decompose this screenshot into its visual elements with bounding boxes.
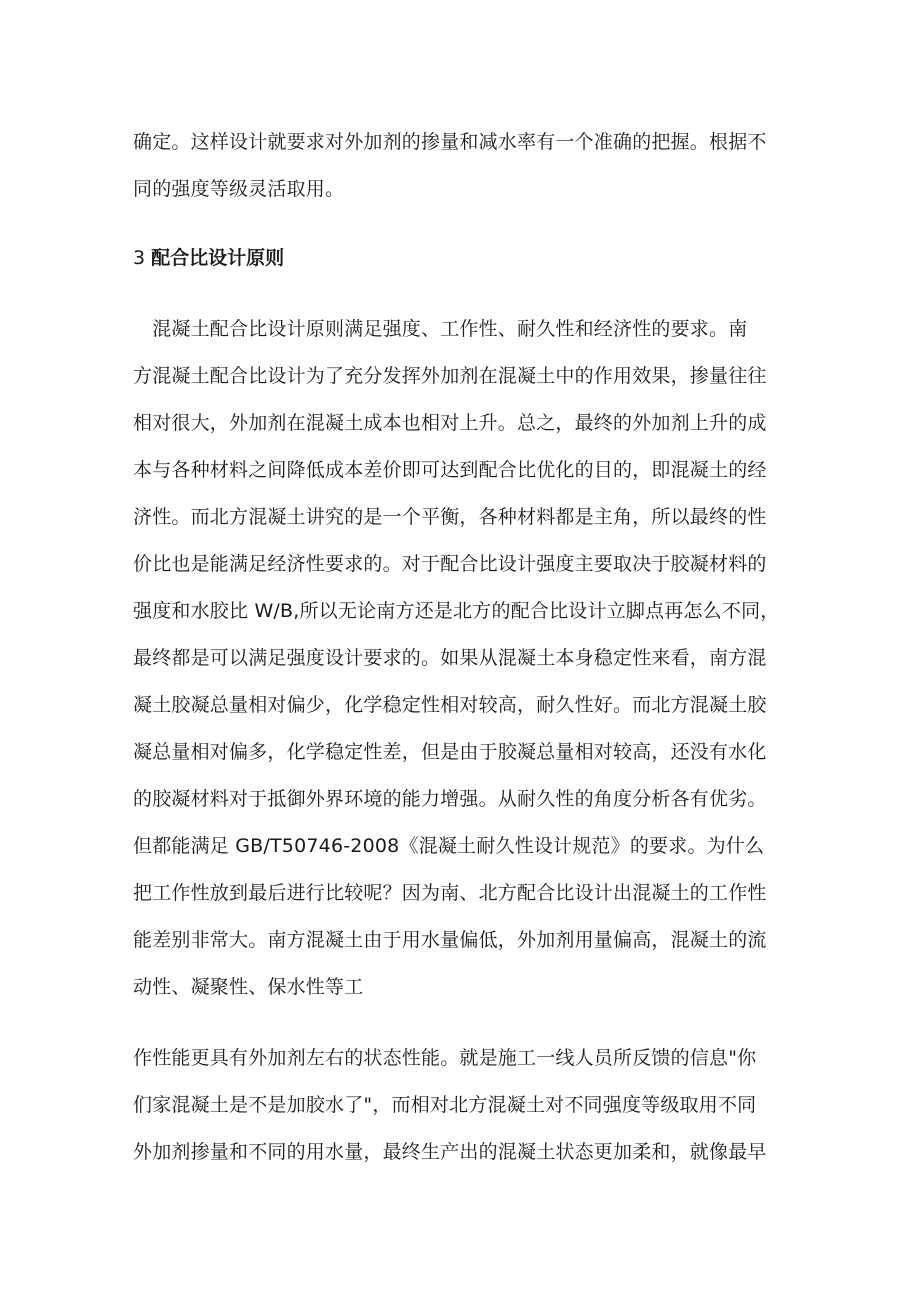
paragraph-1-line-2: 同的强度等级灵活取用。 <box>133 178 345 200</box>
paragraph-2-line-2: 方混凝土配合比设计为了充分发挥外加剂在混凝土中的作用效果，掺量往往 <box>133 365 767 387</box>
paragraph-2-line-3: 相对很大，外加剂在混凝土成本也相对上升。总之，最终的外加剂上升的成 <box>133 412 767 434</box>
paragraph-2-line-4: 本与各种材料之间降低成本差价即可达到配合比优化的目的，即混凝土的经 <box>133 459 767 481</box>
section-title: 配合比设计原则 <box>151 247 285 269</box>
paragraph-2-line-7: 强度和水胶比 W/B,所以无论南方还是北方的配合比设计立脚点再怎么不同， <box>133 600 780 622</box>
paragraph-2-line-12: 但都能满足 GB/T50746-2008《混凝土耐久性设计规范》的要求。为什么 <box>133 835 765 857</box>
paragraph-2-line-6: 价比也是能满足经济性要求的。对于配合比设计强度主要取决于胶凝材料的 <box>133 553 767 575</box>
section-number: 3 <box>133 247 146 269</box>
paragraph-2-line-15: 动性、凝聚性、保水性等工 <box>133 976 364 998</box>
paragraph-3-line-2: 们家混凝土是不是加胶水了"，而相对北方混凝土对不同强度等级取用不同 <box>133 1094 757 1116</box>
paragraph-2-line-10: 凝总量相对偏多，化学稳定性差，但是由于胶凝总量相对较高，还没有水化 <box>133 741 767 763</box>
paragraph-2-line-11: 的胶凝材料对于抵御外界环境的能力增强。从耐久性的角度分析各有优劣。 <box>133 788 767 810</box>
paragraph-1-line-1: 确定。这样设计就要求对外加剂的掺量和减水率有一个准确的把握。根据不 <box>133 131 767 153</box>
paragraph-2-line-13: 把工作性放到最后进行比较呢？因为南、北方配合比设计出混凝土的工作性 <box>133 882 767 904</box>
paragraph-2-line-14: 能差别非常大。南方混凝土由于用水量偏低，外加剂用量偏高，混凝土的流 <box>133 929 767 951</box>
paragraph-2-line-9: 凝土胶凝总量相对偏少，化学稳定性相对较高，耐久性好。而北方混凝土胶 <box>133 694 767 716</box>
paragraph-2-line-1: 混凝土配合比设计原则满足强度、工作性、耐久性和经济性的要求。南 <box>133 318 748 340</box>
paragraph-3-line-1: 作性能更具有外加剂左右的状态性能。就是施工一线人员所反馈的信息"你 <box>133 1047 757 1069</box>
section-heading <box>133 246 284 270</box>
paragraph-2-line-8: 最终都是可以满足强度设计要求的。如果从混凝土本身稳定性来看，南方混 <box>133 647 767 669</box>
paragraph-2-line-5: 济性。而北方混凝土讲究的是一个平衡，各种材料都是主角，所以最终的性 <box>133 506 767 528</box>
paragraph-3-line-3: 外加剂掺量和不同的用水量，最终生产出的混凝土状态更加柔和，就像最早 <box>133 1141 767 1163</box>
